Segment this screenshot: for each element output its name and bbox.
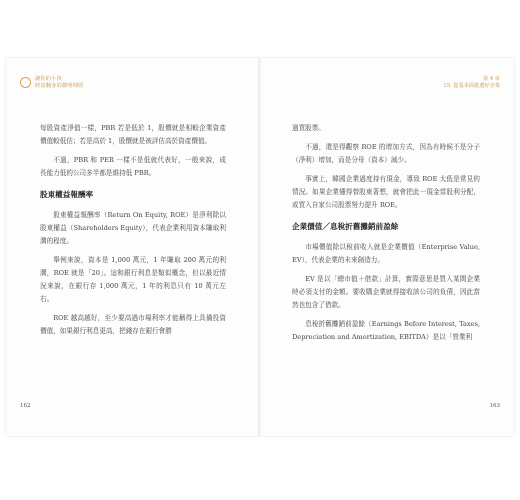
paragraph: 每股資產淨值一樣，PBR 若是低於 1，股價就是相較企業資產價值較低估；若是高於 1，股價就是被評估高於資產價值。	[40, 124, 226, 145]
section-heading-roe: 股東權益報酬率	[40, 190, 94, 199]
header-logo-icon	[20, 77, 31, 88]
paragraph: 不過，還是得觀察 ROE 的增加方式，因為有時候不是分子（淨利）增加，而是分母（資本）減少。	[292, 143, 480, 164]
book-spread	[6, 58, 514, 436]
paragraph: 事實上，韓國企業過度持有現金，導致 ROE 太低是常見的情況。如果企業懂得替股東著想，就會把此一現金當股利分配，或買入自家公司股票努力提升 ROE。	[292, 175, 480, 209]
book-title-line1: 讓你的小孩	[35, 76, 62, 82]
left-page	[6, 58, 260, 436]
paragraph: ROE 越高越好，至少要高過市場利率才能稱得上具備投資價值，如果銀行利息更高，把錢存在銀行會勝	[40, 314, 226, 335]
page-number-left: 162	[20, 403, 31, 409]
left-running-header	[20, 76, 84, 90]
right-page	[260, 58, 514, 436]
section-label: 15. 從基本面挑選好企業	[443, 83, 500, 89]
paragraph: EV 是以「總市值＋借款」計算，實際意思是買入某間企業時必須支付的金額。要收購企業就得接收該公司的負債，因此當然也包含了借款。	[292, 275, 480, 309]
section-heading-ev-ebitda: 企業價值／息稅折舊攤銷前盈餘	[292, 222, 399, 231]
paragraph: 舉例來說，資本是 1,000 萬元，1 年賺取 200 萬元的利潤，ROE 就是「20」。這和銀行利息是類似概念，但以最近情況來說，在銀行存 1,000 萬元，1 年的利息只有 10 萬元左右。	[40, 256, 226, 303]
book-title-line2: 財富翻身的聰明理財	[35, 83, 84, 89]
chapter-label: 第 4 章	[483, 76, 500, 82]
paragraph: 息稅折舊攤銷前盈餘（Earnings Before Interest, Taxes, Depreciation and Amortization, EBITDA）是以「營業利	[292, 320, 480, 341]
paragraph: 市場價值除以稅前收入就是企業價值（Enterprise Value, EV），代表企業的未來創造力。	[292, 243, 480, 264]
right-body-text	[292, 122, 480, 350]
paragraph: 過買股票。	[292, 124, 325, 132]
left-body-text	[40, 122, 226, 344]
right-running-header	[443, 76, 500, 90]
paragraph: 不過，PBR 和 PER 一樣不是低就代表好，一般來說，成長能力低的公司多半都是維持低 PBR。	[40, 156, 226, 177]
paragraph: 股東權益報酬率（Return On Equity, ROE）是淨利除以股東權益（Shareholders Equity），代表企業利用資本賺取利潤的程度。	[40, 211, 226, 245]
page-number-right: 163	[489, 403, 500, 409]
